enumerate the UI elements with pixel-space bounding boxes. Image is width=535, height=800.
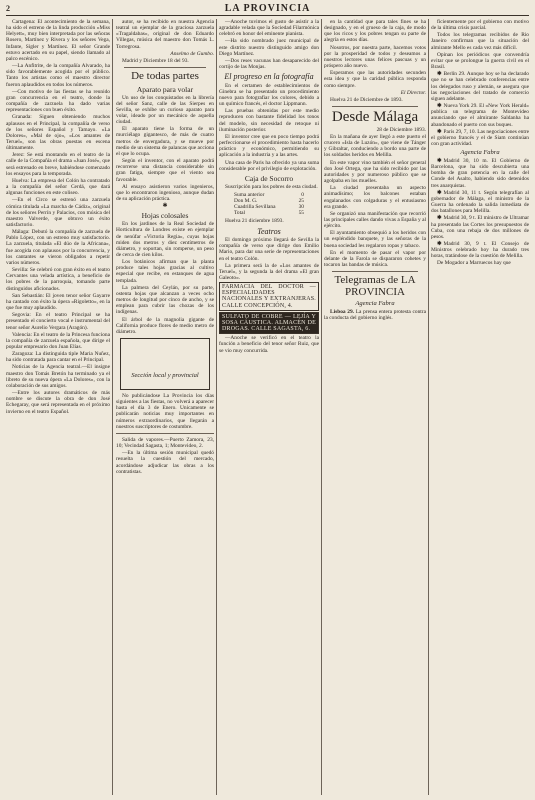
dateline: 28 de Diciembre 1893. bbox=[376, 126, 426, 133]
row-label: Cuadrilla Sevillana bbox=[234, 204, 276, 211]
page-number: 2 bbox=[6, 4, 10, 13]
star-ornament-icon: ✱ bbox=[437, 189, 442, 196]
paragraph: La palmera del Ceylán, por su parte, ostenta hojas que alcanzan a veces ocho metros de longitud por cinco de ancho, y se emplean para cubrir las chozas de los indígenas. bbox=[116, 284, 214, 316]
article-heading: Teatros bbox=[257, 226, 281, 236]
signature: El Director. bbox=[400, 89, 426, 96]
paragraph: No publicándose La Provincia los días siguientes a las fiestas, no volverá a aparecer hasta el día 3 de Enero. Unicamente se publicarán noticias muy importantes en números extraordinarios, que llegarán a nuestros suscriptores de costumbre. bbox=[116, 393, 214, 430]
masthead-title: LA PROVINCIA bbox=[224, 3, 311, 14]
paragraph: Jerez: Se está montando en el teatro de la calle de la Compañía el drama «Juan José», que será estrenado en breve, habiéndose comenzado los ensayos para la temporada. bbox=[6, 152, 110, 177]
dateline: Madrid y Diciembre 18 del 93. bbox=[122, 57, 189, 64]
paragraph: El inventor cree que en poco tiempo podrá perfeccionarse el procedimiento hasta hacerlo práctico y económico, permitiendo su aplicación a la industria y a las artes. bbox=[219, 133, 319, 159]
paragraph: Todos los telegramas recibidos de Rio Janeiro confirman que la situación del almirante Mello es cada vez más difícil. bbox=[431, 32, 529, 51]
column-1 bbox=[6, 19, 110, 795]
paragraph bbox=[431, 103, 529, 128]
star-ornament-icon: ✱ bbox=[437, 128, 442, 135]
fine-print: Salida de vapores.—Puerto Zamora, 23, 10; Vecindad Sagasta, 1; Montevideo, 2. bbox=[116, 436, 214, 450]
paragraph: En la mañana de ayer llegó a este puerto el crucero «Isla de Luzón», que viene de Tánger y Gibraltar, conduciendo a bordo una parte de los soldados heridos en Melilla. bbox=[324, 133, 426, 159]
paragraph: Opinan los periódicos que convendría evitar que se prolongue la guerra civil en el Brasil. bbox=[431, 51, 529, 71]
paragraph: —Con motivo de las fiestas se ha reunido gran concurrencia en el teatro, donde la compañía de zarzuela ha dado varias representaciones con buen éxito. bbox=[6, 88, 110, 114]
paragraph: —Anoche se verificó en el teatro la función a beneficio del tenor señor Ruiz, que se vio muy concurrida. bbox=[219, 335, 319, 354]
paragraph: ficientemente por el gobierno con motivo de la última crisis parcial. bbox=[431, 19, 529, 32]
paragraph: Nosotros, por nuestra parte, hacemos votos por la prosperidad de todos y deseamos a nuestros lectores unas felices pascuas y un próspero año nuevo. bbox=[324, 44, 426, 70]
paragraph: La ciudad presentaba un aspecto animadísimo; los balcones estaban engalanados con colgaduras y el entusiasmo era grande. bbox=[324, 185, 426, 210]
column-rule bbox=[321, 19, 322, 795]
paragraph-text: Madrid 30, 10 m. El Gobierno de Barcelona, que ha sido descubierta una bomba de gran potencia en la calle del Conde del Asalto, habiendo sido detenidos tres anarquistas. bbox=[431, 157, 529, 189]
section-heading: Desde Málaga bbox=[331, 109, 419, 126]
paragraph: El ayuntamiento obsequió a los heridos con un espléndido banquete, y las señoras de la buena sociedad les regalaron ropas y tabaco. bbox=[324, 230, 426, 249]
ad-text: FARMACIA DEL DOCTOR — ESPECIALIDADES NACIONALES Y EXTRANJERAS. CALLE CONCEPCIÓN, 4. bbox=[222, 284, 316, 309]
paragraph-text: Nueva York 29. El «New York Herald» publica un telegrama de Montevideo anunciando que el almirante Saldanha ha abandonado el puerto con sus buques. bbox=[431, 103, 529, 128]
star-ornament-icon: ✱ bbox=[437, 240, 442, 247]
column-3 bbox=[219, 19, 319, 795]
column-5 bbox=[431, 19, 529, 795]
star-ornament-icon: ✱ bbox=[437, 71, 442, 78]
divider bbox=[124, 67, 206, 68]
paragraph: Segovia: En el teatro Principal se ha presentado el concierto vocal e instrumental del tenor señor Aurelio Vergara (Aragón). bbox=[6, 312, 110, 331]
paragraph-text: Madrid 30, 9 t. El Consejo de Ministros celebrado hoy ha durado tres horas, tratándose de la cuestión de Melilla. bbox=[431, 240, 529, 260]
subscription-table bbox=[234, 192, 304, 217]
paragraph: Huelva: La empresa del Colón ha contratado a la compañía del señor Cerdá, que dará algunas funciones en este coliseo. bbox=[6, 177, 110, 197]
paragraph: En los jardines de la Real Sociedad de Horticultura de Londres existe en ejemplar de nenúfar «Victoria Regia», cuyas hojas miden dos metros y diez centímetros de diámetro, y soportan, sin romperse, un peso de cerca de cien kilos. bbox=[116, 221, 214, 258]
paragraph: El aparato tiene la forma de un murciélago gigantesco, de más de cuatro metros de envergadura, y se mueve por medio de un sistema de palancas que acciona el que lo ocupa. bbox=[116, 126, 214, 157]
paragraph: —Anoche tuvimos el gusto de asistir a la agradable velada que la Sociedad Filarmónica celebró en honor del eminente pianista. bbox=[219, 19, 319, 38]
paragraph: —En el Circo se estrenó una zarzuela cómica titulada «La marcha de Cádiz», original de los señores Perrín y Palacios, con música del maestro Valverde, que obtuvo un éxito satisfactorio. bbox=[6, 197, 110, 228]
advertisement bbox=[219, 312, 319, 334]
paragraph: Cartagena: El acontecimiento de la semana, ha sido el estreno de la linda producción «Miss Helyett», muy bien interpretada por las señoras Rosero, Martínez y Rivera y los señores Vega, Infante, Sigler y Martínez. El señor Grande estuvo acertado en su papel, siendo llamado al palco escénico. bbox=[6, 19, 110, 62]
paragraph: —La Anfitrite, de la compañía Alvarado, ha sido favorablemente acogida por el público. Tanto los artistas como el maestro director fueron aplaudidos en todos los números. bbox=[6, 63, 110, 88]
paragraph: Al ensayo asistieron varios ingenieros, que lo encontraron ingenioso, aunque dudan de su aplicación práctica. bbox=[116, 183, 214, 203]
paragraph-text: París 29, 7, 10. Las negociaciones entre el gobierno francés y el de Siam continúan con gran actividad. bbox=[431, 128, 529, 147]
ad-text: SULFATO DE COBRE — LEJÍA Y SOSA CÁUSTICA. ALMACÉN DE DROGAS. CALLE SAGASTA, 6. bbox=[222, 313, 316, 333]
paragraph-text: La prensa entera protesta contra la conducta del gobierno inglés. bbox=[324, 309, 426, 322]
paragraph: Valencia: En el teatro de la Princesa funciona la compañía de zarzuela española, que dirige el popular empresario don Juan Elías. bbox=[6, 331, 110, 350]
row-value: 30 bbox=[298, 204, 304, 211]
column-2 bbox=[116, 19, 214, 795]
column-4 bbox=[324, 19, 426, 795]
signature: Anselmo de Gumbo. bbox=[170, 50, 214, 57]
column-rule bbox=[216, 19, 217, 795]
paragraph bbox=[431, 241, 529, 259]
column-rule bbox=[428, 19, 429, 795]
advertisement bbox=[219, 282, 319, 311]
article-heading: El progreso en la fotografía bbox=[224, 72, 314, 82]
article-heading: Aparato para volar bbox=[136, 84, 194, 94]
divider bbox=[332, 271, 418, 272]
column-rule bbox=[112, 19, 113, 795]
paragraph bbox=[431, 215, 529, 240]
paragraph bbox=[431, 190, 529, 215]
row-value: 0 bbox=[301, 191, 304, 198]
paragraph: De Mogador a Marruecos hay que bbox=[437, 260, 511, 267]
row-label: Total bbox=[234, 210, 245, 217]
paragraph: Una casa de Paris ha ofrecido ya una suma considerable por el privilegio de explotación. bbox=[219, 159, 319, 172]
paragraph: Granada: Siguen obteniendo muchos aplausos en el Principal, la compañía de verso de los señores Español y Tamayo. «La Dolores», «Mal de ojo», «Los amantes de Teruel», son las obras puestas en escena últimamente. bbox=[6, 114, 110, 152]
box-label: Sección local y provincial bbox=[131, 372, 199, 380]
section-box bbox=[120, 338, 210, 390]
section-heading: Telegramas de LA PROVINCIA bbox=[334, 274, 416, 298]
paragraph: La primera será la de «Los amantes de Teruel», y la segunda la del drama «El gran Galeoto». bbox=[219, 262, 319, 281]
paragraph: Las pruebas obtenidas por este medio reproducen con bastante fidelidad los tonos del modelo, sin necesidad de retoque ni iluminación posterior. bbox=[219, 108, 319, 133]
paragraph: Esperamos que las autoridades secunden esta idea y que la caridad pública responda como siempre. bbox=[324, 70, 426, 89]
star-ornament-icon: ✱ bbox=[437, 157, 442, 164]
paragraph: —Ha sido nombrado juez municipal de este distrito nuestro distinguido amigo don Diego Martínez. bbox=[219, 38, 319, 57]
paragraph: Suscripción para los pobres de esta ciudad. bbox=[225, 183, 318, 190]
paragraph: San Sebastián: El joven tenor señor Gayarre ha cantado con éxito la ópera «Rigoletto», en la que fue muy aplaudido. bbox=[6, 292, 110, 312]
paragraph bbox=[324, 309, 426, 321]
paragraph: En el momento de pasar el vapor por delante de la Farola se dispararon cohetes y tocaron las bandas de música. bbox=[324, 249, 426, 269]
dateline: Lisboa 29. bbox=[330, 309, 355, 316]
paragraph: en la cantidad que para tales fines se ha designado, y en el grueso de la caja, de modo que los ricos y los pobres tengan su parte de alegría en estos días. bbox=[324, 19, 426, 44]
paragraph bbox=[431, 158, 529, 189]
page-header bbox=[6, 3, 529, 16]
row-label: Suma anterior bbox=[234, 191, 265, 198]
paragraph-text: Madrid 30, 11 t. Según telegrafían al gobernador de Málaga, el ministro de la Guerra ha ordenado la salida inmediata de dos batallones para Melilla. bbox=[431, 189, 529, 215]
article-heading: Caja de Socorro bbox=[244, 173, 294, 183]
paragraph: El domingo próximo llegará de Sevilla la compañía de verso que dirige don Emilio Mario, para dar una serie de representaciones en el teatro Colón. bbox=[219, 237, 319, 262]
divider bbox=[332, 106, 418, 107]
paragraph-text: Madrid 30, 9 t. El ministro de Ultramar ha presentado las Cortes los presupuestos de Cuba, con una rebaja de dos millones de pesos. bbox=[431, 215, 529, 240]
paragraph: —Dos reses vacunas han desaparecido del cortijo de las Monjas. bbox=[219, 57, 319, 71]
agency-heading: Agencia Fabra bbox=[460, 149, 500, 157]
paragraph: —Entre los autores dramáticos de más nombre se discute la obra de don José Echegaray, que será representada en el próximo invierno en el teatro Español. bbox=[6, 390, 110, 415]
paragraph: Se organizó una manifestación que recorrió las principales calles dando vivas a España y al ejército. bbox=[324, 210, 426, 230]
row-label: Don M. G. bbox=[234, 198, 258, 205]
dateline: Huelva 21 de Diciembre de 1893. bbox=[330, 96, 403, 103]
dateline: Huelva 21 diciembre 1893. bbox=[225, 218, 284, 225]
row-value: 55 bbox=[298, 210, 304, 217]
paragraph: autor, se ha recibido en nuestra Agencia teatral un ejemplar de la graciosa zarzuela «Tragaldabas», original de don Eduardo Villegas, música del maestro don Tomás L. Torregrosa. bbox=[116, 19, 214, 50]
paragraph bbox=[431, 71, 529, 102]
star-ornament-icon: ✱ bbox=[162, 203, 168, 210]
row-value: 25 bbox=[298, 198, 304, 205]
section-heading: De todas partes bbox=[131, 70, 199, 83]
paragraph: Sevilla: Se celebró con gran éxito en el teatro Cervantes una velada artística, a beneficio de los pobres de la parroquia, tomando parte distinguidos aficionados. bbox=[6, 267, 110, 292]
paragraph: El árbol de la magnolia gigante de California produce flores de medio metro de diámetro. bbox=[116, 316, 214, 335]
paragraph: Noticias de la Agencia teatral.—El insigne maestro don Tomás Bretón ha terminado ya el libreto de su nueva ópera «La Dolores», con la colaboración de sus amigos. bbox=[6, 364, 110, 389]
paragraph: Málaga: Debutó la compañía de zarzuela de Pablo López, con un estreno muy satisfactorio. La zarzuela, titulada «El dúo de la Africana», fue acogida con aplausos por la concurrencia, y los cantantes se vieron obligados a repetir varios números. bbox=[6, 229, 110, 266]
divider bbox=[116, 433, 214, 434]
paragraph: Los botánicos afirman que la planta produce tales hojas gracias al cultivo especial que recibe, en estanques de agua templada. bbox=[116, 259, 214, 284]
paragraph: Un uso de los conquistados en la librería del señor Sanz, calle de las Sierpes en Sevilla, se exhibe un curioso aparato para volar, ideado por un mecánico de aquella ciudad. bbox=[116, 94, 214, 126]
paragraph: Según el inventor, con el aparato podrá recorrerse una distancia considerable sin gran fatiga, siempre que el viento sea favorable. bbox=[116, 158, 214, 183]
paragraph bbox=[431, 129, 529, 147]
paragraph: Zaragoza: La distinguida tiple Maria Nuñez, ha sido contratada para cantar en el Principal. bbox=[6, 351, 110, 364]
paragraph: En este vapor vino también el señor general don José Ortega, que ha sido recibido por las autoridades y por numeroso público que se agolpaba en los muelles. bbox=[324, 159, 426, 185]
paragraph: En el certamen de establecimientos de Ginebra se ha presentado un procedimiento nuevo para fotografiar los colores, debido a un químico francés, el doctor Lippmann. bbox=[219, 82, 319, 108]
star-ornament-icon: ✱ bbox=[437, 215, 442, 222]
fine-print: —En la última sesión municipal quedó resuelta la cuestión del mercado, acordándose adjudicar las obras a los contratistas. bbox=[116, 450, 214, 475]
star-ornament-icon: ✱ bbox=[437, 103, 442, 110]
article-heading: Hojas colosales bbox=[141, 211, 189, 221]
paragraph-text: Berlín 29. Aunque hoy se ha declarado que no se han celebrado conferencias entre los delegados ruso y alemán, se asegura que las negociaciones del tratado de comercio siguen adelante. bbox=[431, 71, 529, 102]
agency-label: Agencia Fabra bbox=[355, 300, 395, 308]
table-row bbox=[234, 210, 304, 216]
